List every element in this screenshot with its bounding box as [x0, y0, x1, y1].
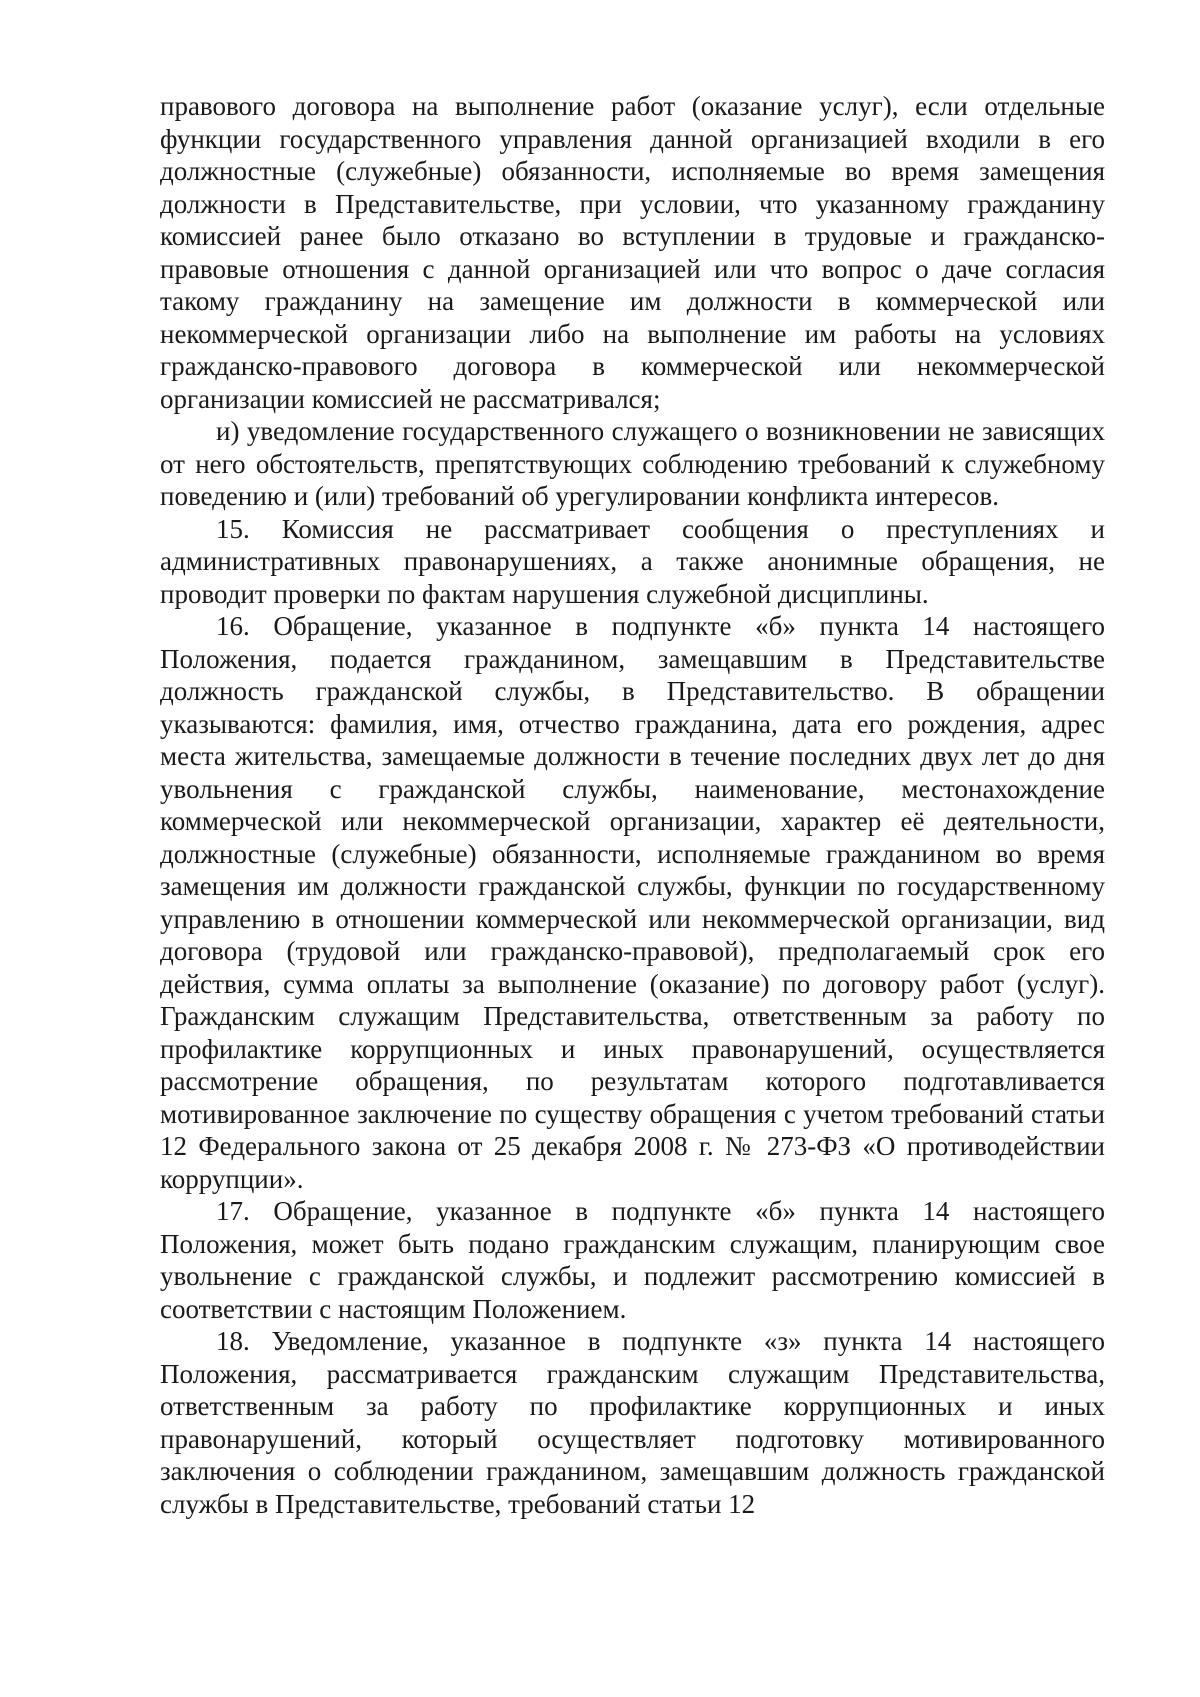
paragraph-15: 15. Комиссия не рассматривает сообщения о преступлениях и административных правонарушениях, а также анонимные обращения, не проводит проверки по фактам нарушения служебной дисциплины. [160, 513, 1105, 609]
paragraph-item-i: и) уведомление государственного служащего о возникновении не зависящих от него обстоятельств, препятствующих соблюдению требований к служебному поведению и (или) требований об урегулировании конфликта интересов. [160, 416, 1105, 511]
paragraph-continuation: правового договора на выполнение работ (оказание услуг), если отдельные функции государственного управления данной организацией входили в его должностные (служебные) обязанности, исполняемые во время замещения должности в Представительстве, при условии, что указанному гражданину комиссией ранее было отказано во вступлении в трудовые и гражданско-правовые отношения с данной организацией или что вопрос о даче согласия такому гражданину на замещение им должности в коммерческой или некоммерческой организации либо на выполнение им работы на условиях гражданско-правового договора в коммерческой или некоммерческой организации комиссией не рассматривался; [160, 91, 1105, 414]
document-body [160, 90, 1105, 1520]
paragraph-18: 18. Уведомление, указанное в подпункте «з» пункта 14 настоящего Положения, рассматривается гражданским служащим Представительства, ответственным за работу по профилактике коррупционных и иных правонарушений, который осуществляет подготовку мотивированного заключения о соблюдении гражданином, замещавшим должность гражданской службы в Представительстве, требований статьи 12 [160, 1326, 1105, 1519]
paragraph-16: 16. Обращение, указанное в подпункте «б» пункта 14 настоящего Положения, подается гражданином, замещавшим в Представительстве должность гражданской службы, в Представительство. В обращении указываются: фамилия, имя, отчество гражданина, дата его рождения, адрес места жительства, замещаемые должности в течение последних двух лет до дня увольнения с гражданской службы, наименование, местонахождение коммерческой или некоммерческой организации, характер её деятельности, должностные (служебные) обязанности, исполняемые гражданином во время замещения им должности гражданской службы, функции по государственному управлению в отношении коммерческой или некоммерческой организации, вид договора (трудовой или гражданско-правовой), предполагаемый срок его действия, сумма оплаты за выполнение (оказание) по договору работ (услуг). Гражданским служащим Представительства, ответственным за работу по профилактике коррупционных и иных правонарушений, осуществляется рассмотрение обращения, по результатам которого подготавливается мотивированное заключение по существу обращения с учетом требований статьи 12 Федерального закона от 25 декабря 2008 г. № 273-ФЗ «О противодействии коррупции». [160, 611, 1105, 1194]
paragraph-17: 17. Обращение, указанное в подпункте «б» пункта 14 настоящего Положения, может быть подано гражданским служащим, планирующим свое увольнение с гражданской службы, и подлежит рассмотрению комиссией в соответствии с настоящим Положением. [160, 1196, 1105, 1324]
